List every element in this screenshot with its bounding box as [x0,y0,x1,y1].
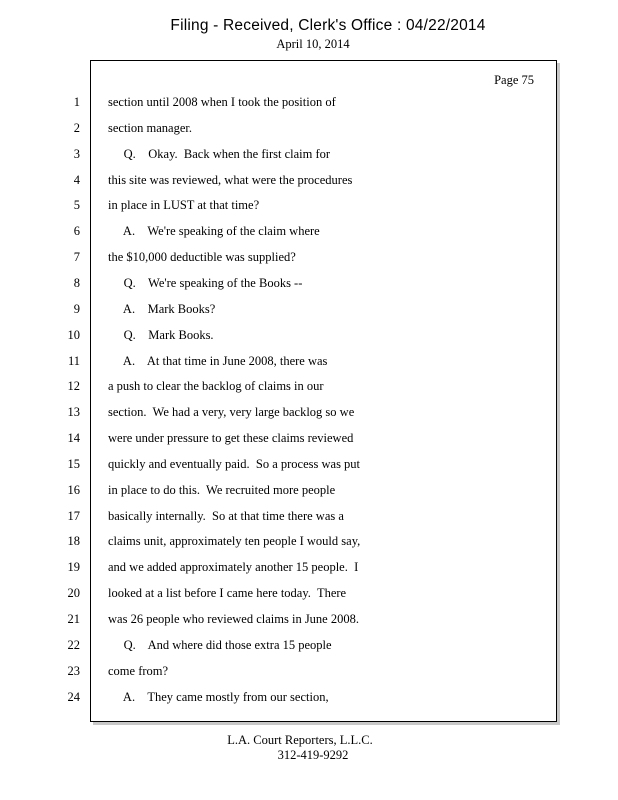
transcript-line [0,301,618,327]
line-number: 17 [67,508,80,523]
transcript-line [0,585,618,611]
transcript-line [0,275,618,301]
court-reporter-company: L.A. Court Reporters, L.L.C. [227,733,373,747]
line-number: 12 [67,379,80,394]
line-number: 3 [73,146,80,161]
line-text: A. At that time in June 2008, there was [108,353,328,368]
line-number: 9 [73,301,80,316]
line-text: and we added approximately another 15 people. I [108,560,359,575]
transcript-line [0,146,618,172]
line-number: 6 [73,224,80,239]
line-text: A. Mark Books? [108,301,216,316]
transcript-line [0,353,618,379]
line-text: Q. We're speaking of the Books -- [108,275,303,290]
line-number: 15 [67,456,80,471]
line-text: quickly and eventually paid. So a process was put [108,456,361,471]
transcript-line [0,482,618,508]
transcript-line [0,533,618,559]
line-number: 18 [67,534,80,549]
transcript-line [0,94,618,120]
court-reporter-phone: 312-419-9292 [277,748,349,762]
transcript-line [0,611,618,637]
transcript-line [0,172,618,198]
line-text: Q. Okay. Back when the first claim for [108,146,331,161]
line-number: 1 [73,95,80,109]
line-text: Q. Mark Books. [108,327,214,342]
line-text: a push to clear the backlog of claims in our [108,379,324,394]
line-text: was 26 people who reviewed claims in June 2008. [108,612,359,626]
line-text: section. We had a very, very large backlog so we [108,405,355,420]
transcript-line [0,559,618,585]
line-number: 13 [67,405,80,420]
line-text: come from? [108,663,169,678]
transcript-line [0,223,618,249]
transcript-line [0,197,618,223]
transcript-line [0,430,618,456]
transcript-line [0,689,618,715]
transcript-line [0,663,618,689]
line-text: section manager. [108,120,192,135]
line-text: in place to do this. We recruited more people [108,482,336,497]
transcript-line [0,456,618,482]
line-number: 14 [67,431,80,446]
line-text: were under pressure to get these claims reviewed [108,431,354,446]
transcript-line [0,249,618,275]
line-number: 8 [73,275,80,290]
line-text: Q. And where did those extra 15 people [108,637,332,652]
line-number: 2 [73,120,80,135]
transcript-line [0,378,618,404]
line-text: section until 2008 when I took the position of [108,95,336,109]
line-number: 20 [67,586,80,601]
line-number: 23 [67,663,80,678]
line-number: 22 [67,637,80,652]
line-number: 19 [67,560,80,575]
line-text: claims unit, approximately ten people I would say, [108,534,361,549]
transcript-line [0,508,618,534]
line-number: 4 [73,172,80,187]
line-text: the $10,000 deductible was supplied? [108,250,296,265]
line-text: this site was reviewed, what were the procedures [108,172,353,187]
line-text: A. We're speaking of the claim where [108,224,320,239]
line-number: 7 [73,250,80,265]
line-number: 24 [67,689,80,704]
line-text: looked at a list before I came here today. There [108,586,347,601]
line-number: 16 [67,482,80,497]
transcript-line [0,637,618,663]
line-number: 10 [67,327,80,342]
deposition-date: April 10, 2014 [276,37,350,51]
transcript-line [0,327,618,353]
line-text: in place in LUST at that time? [108,198,260,213]
line-number: 11 [67,353,80,368]
filing-stamp-header: Filing - Received, Clerk's Office : 04/22/2014 [170,17,486,34]
line-number: 21 [67,612,80,626]
line-text: A. They came mostly from our section, [108,689,329,704]
transcript-line [0,120,618,146]
transcript-line [0,404,618,430]
line-number: 5 [73,198,80,213]
page-number: Page 75 [494,73,534,87]
line-text: basically internally. So at that time there was a [108,508,344,523]
